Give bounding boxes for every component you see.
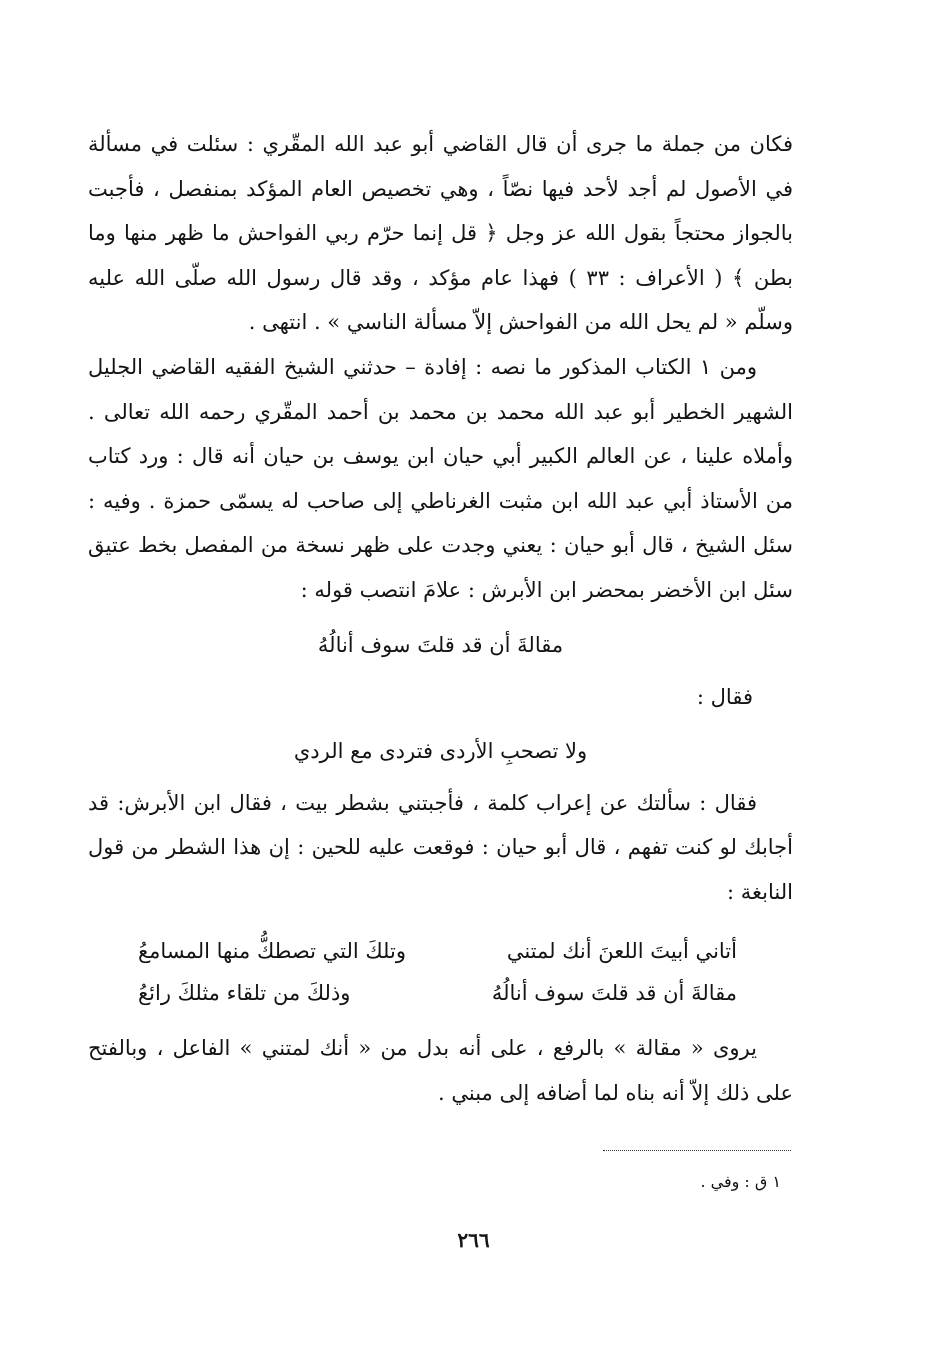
page-number: ٢٦٦ [457,1228,490,1252]
hemistich-2-right: مقالةَ أن قد قلتَ سوف أنالُهُ [491,981,737,1006]
poem-couplet [88,930,793,1014]
verse-line-1: مقالةَ أن قد قلتَ سوف أنالُهُ [317,632,564,657]
couplet-row-2 [138,972,737,1014]
paragraph-2: ومن ١ الكتاب المذكور ما نصه : إفادة – حدثني الشيخ الفقيه القاضي الجليل الشهير الخطير أبو عبد الله محمد بن محمد بن أحمد المقّري رحمه الله تعالى . وأملاه علينا ، عن العالم الكبير أبي حيان ابن يوسف بن حيان أنه قال : ورد كتاب من الأستاذ أبي عبد الله ابن مثبت الغرناطي إلى صاحب له يسمّى حمزة . وفيه : سئل الشيخ ، قال أبو حيان : يعني وجدت على ظهر نسخة من المفصل بخط عتيق سئل ابن الأخضر بمحضر ابن الأبرش : علامَ انتصب قوله : [88,354,793,602]
couplet-row-1 [138,930,737,972]
page-body [88,122,793,1116]
paragraph-1: فكان من جملة ما جرى أن قال القاضي أبو عبد الله المقّري : سئلت في مسألة في الأصول لم أجد لأحد فيها نصّاً ، وهي تخصيص العام المؤكد بمنفصل ، فأجبت بالجواز محتجاً بقول الله عز وجل ﴿ قل إنما حرّم ربي الفواحش ما ظهر منها وما بطن ﴾ ( الأعراف : ٣٣ ) فهذا عام مؤكد ، وقد قال رسول الله صلّى الله عليه وسلّم « لم يحل الله من الفواحش إلاّ مسألة الناسي » . انتهى . [88,132,793,335]
footnote: ١ ق : وفي . [700,1172,781,1191]
verse-line-2: ولا تصحبِ الأردى فتردى مع الردي [293,738,588,763]
footnote-separator [603,1150,791,1151]
hemistich-1-right: أتاني أبيتَ اللعنَ أنك لمتني [506,939,737,964]
paragraph-3: فقال : سألتك عن إعراب كلمة ، فأجبتني بشطر بيت ، فقال ابن الأبرش: قد أجابك لو كنت تفهم ، قال أبو حيان : فوقعت عليه للحين : إن هذا الشطر من قول النابغة : [88,790,793,904]
hemistich-1-left: وتلكَ التي تصطكُّ منها المسامعُ [138,939,406,964]
faqal-line: فقال : [696,684,753,709]
hemistich-2-left: وذلكَ من تلقاء مثلكَ رائعُ [138,981,351,1006]
paragraph-4: يروى « مقالة » بالرفع ، على أنه بدل من « أنك لمتني » الفاعل ، وبالفتح على ذلك إلاّ أنه بناه لما أضافه إلى مبني . [88,1036,793,1105]
